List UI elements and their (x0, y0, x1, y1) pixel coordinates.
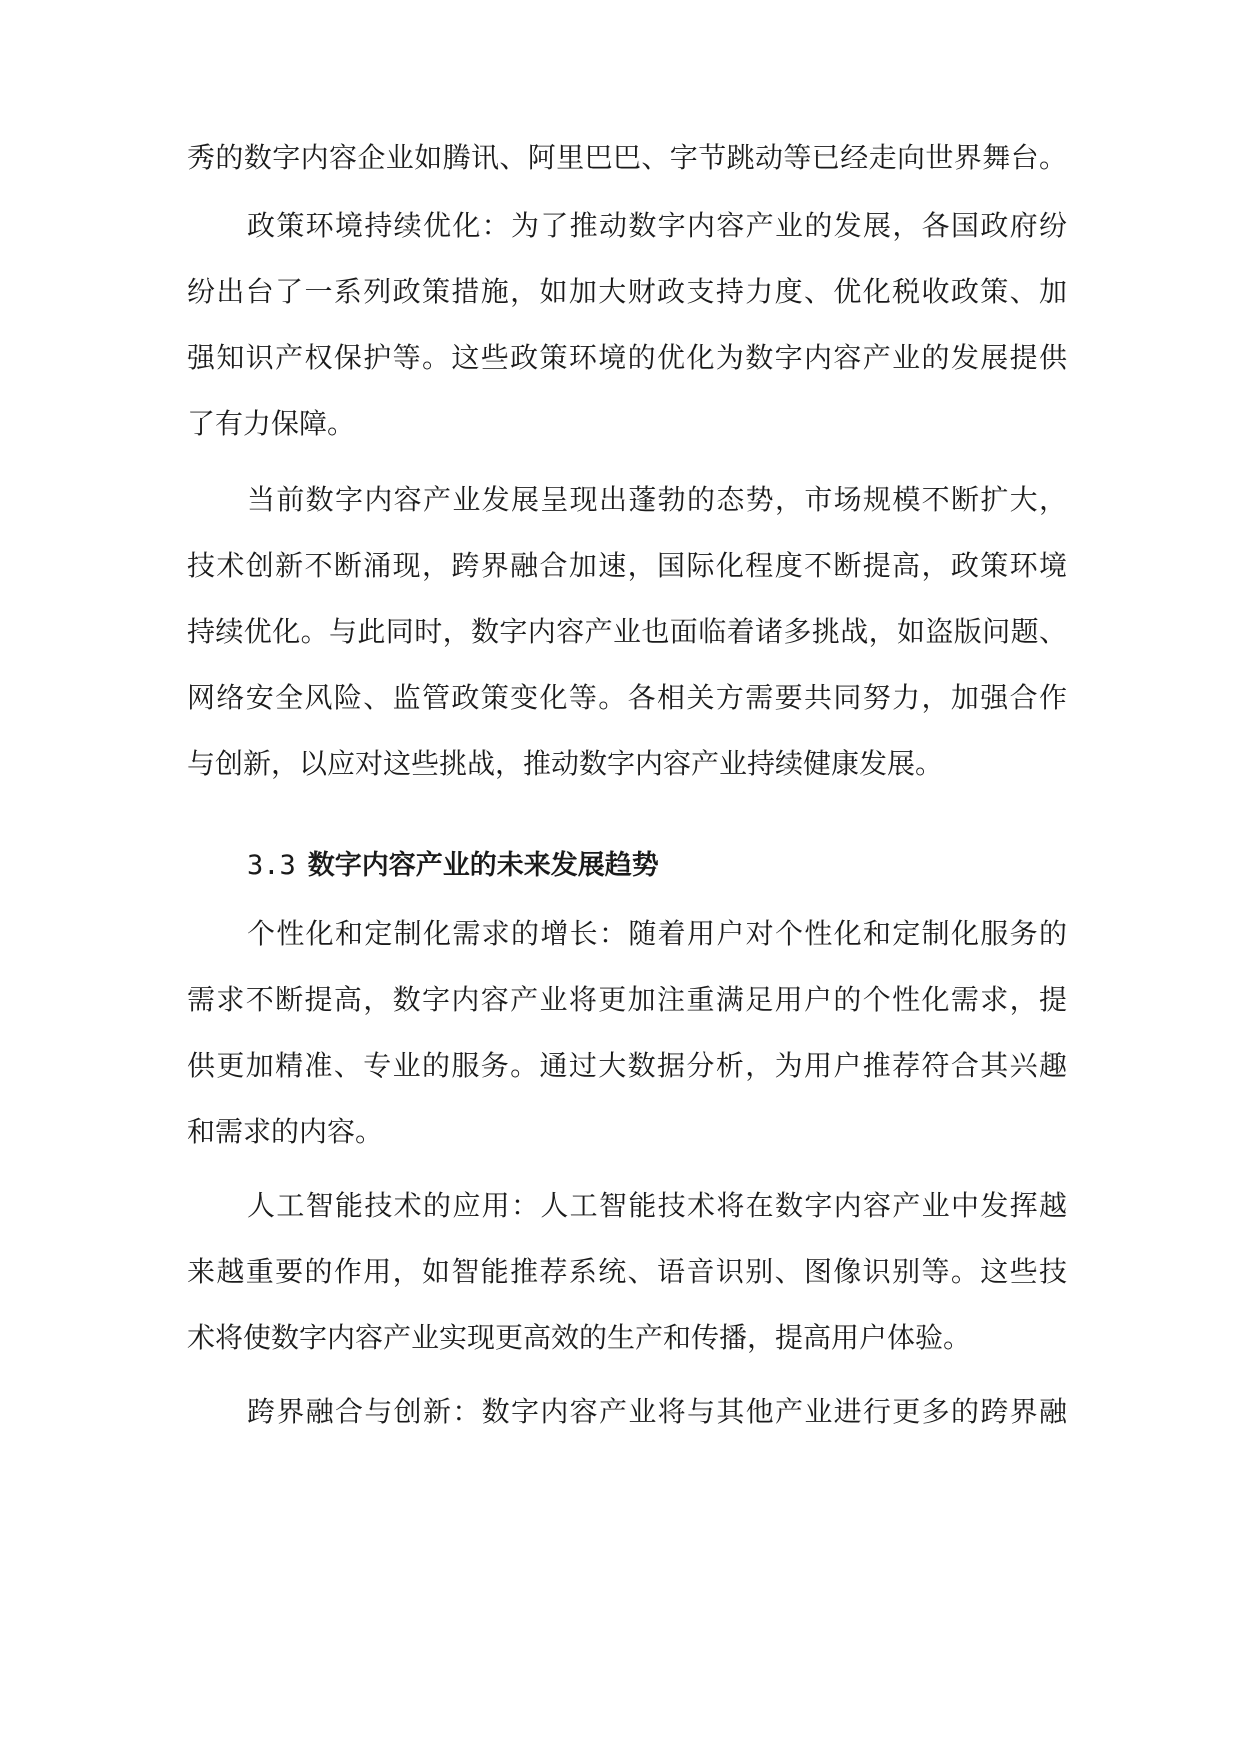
paragraph-line: 纷出台了一系列政策措施，如加大财政支持力度、优化税收政策、加 (187, 275, 1067, 308)
paragraph-line: 供更加精准、专业的服务。通过大数据分析，为用户推荐符合其兴趣 (187, 1049, 1067, 1082)
paragraph-line: 网络安全风险、监管政策变化等。各相关方需要共同努力，加强合作 (187, 681, 1067, 714)
paragraph-line: 术将使数字内容产业实现更高效的生产和传播，提高用户体验。 (187, 1321, 972, 1354)
paragraph-line: 跨界融合与创新：数字内容产业将与其他产业进行更多的跨界融 (247, 1395, 1067, 1428)
section-heading (247, 846, 659, 886)
paragraph-line: 持续优化。与此同时，数字内容产业也面临着诸多挑战，如盗版问题、 (187, 615, 1067, 648)
paragraph-line: 个性化和定制化需求的增长：随着用户对个性化和定制化服务的 (247, 917, 1067, 950)
section-title: 数字内容产业的未来发展趋势 (307, 850, 659, 881)
paragraph-line: 了有力保障。 (187, 407, 356, 440)
paragraph-line: 与创新，以应对这些挑战，推动数字内容产业持续健康发展。 (187, 747, 944, 780)
section-number: 3.3 (247, 850, 296, 881)
paragraph-line: 人工智能技术的应用：人工智能技术将在数字内容产业中发挥越 (247, 1189, 1067, 1222)
paragraph-line: 强知识产权保护等。这些政策环境的优化为数字内容产业的发展提供 (187, 341, 1067, 374)
paragraph-line: 秀的数字内容企业如腾讯、阿里巴巴、字节跳动等已经走向世界舞台。 (187, 141, 1067, 174)
paragraph-line: 政策环境持续优化：为了推动数字内容产业的发展，各国政府纷 (247, 209, 1067, 242)
paragraph-line: 需求不断提高，数字内容产业将更加注重满足用户的个性化需求，提 (187, 983, 1067, 1016)
paragraph-line: 来越重要的作用，如智能推荐系统、语音识别、图像识别等。这些技 (187, 1255, 1067, 1288)
paragraph-line: 和需求的内容。 (187, 1115, 384, 1148)
paragraph-line: 技术创新不断涌现，跨界融合加速，国际化程度不断提高，政策环境 (187, 549, 1067, 582)
paragraph-line: 当前数字内容产业发展呈现出蓬勃的态势，市场规模不断扩大， (247, 483, 1067, 516)
